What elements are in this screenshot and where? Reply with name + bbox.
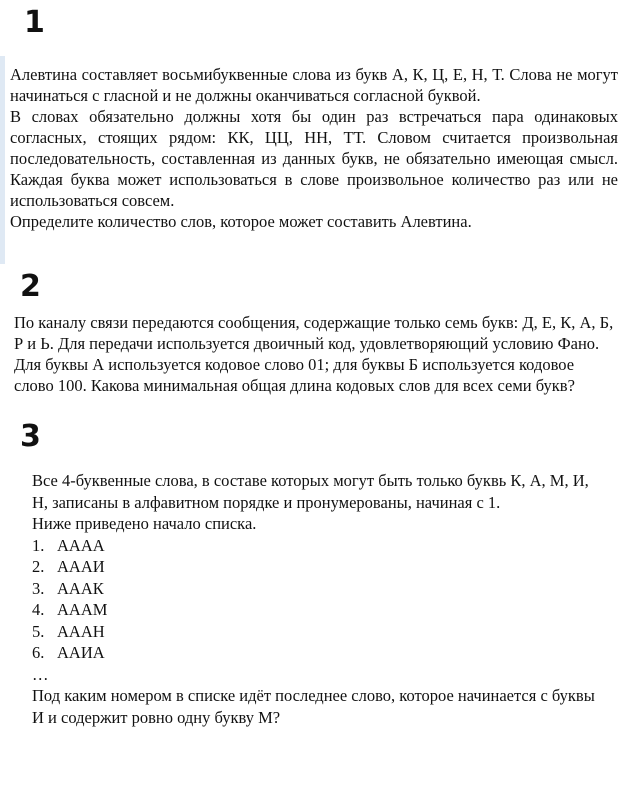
task2-text: [14, 312, 614, 396]
task1-paragraph: Определите количество слов, которое может составить Алевтина.: [10, 212, 472, 231]
list-ellipsis: …: [32, 664, 49, 684]
task2-paragraph: По каналу связи передаются сообщения, содержащие только семь букв: Д, Е, К, А, Б, Р и Ь. Для передачи используется двоичный код, удовлетворяющий условию Фано. Для буквы А используется кодовое слово 01; для буквы Б используется кодовое слово 100. Какова минимальная общая длина кодовых слов для всех семи букв?: [14, 313, 614, 395]
list-item-number: 2.: [32, 557, 45, 576]
list-item: [32, 578, 602, 600]
list-item-number: 4.: [32, 600, 45, 619]
list-item: [32, 642, 602, 664]
list-item-word: АААИ: [57, 557, 105, 576]
task3-question: Под каким номером в списке идёт последнее слово, которое начинается с буквы И и содержит ровно одну букву М?: [32, 686, 595, 727]
task-number-1: 1: [24, 5, 45, 40]
list-item-number: 3.: [32, 578, 45, 598]
task1-paragraph: Алевтина составляет восьмибуквенные слова из букв А, К, Ц, Е, Н, Т. Слова не могут начинаться с гласной и не должны оканчиваться согласной буквой.: [10, 65, 618, 105]
list-item: [32, 556, 602, 578]
word-list: [32, 535, 602, 664]
list-item-word: АААМ: [57, 600, 108, 619]
task1-accent-bar: [0, 56, 5, 264]
task1-text: [10, 64, 618, 232]
list-item-word: ААИА: [57, 643, 105, 662]
list-item: [32, 621, 602, 643]
list-item-number: 6.: [32, 643, 45, 662]
list-item: [32, 599, 602, 621]
list-item-number: 5.: [32, 621, 45, 641]
task-number-3: 3: [20, 419, 41, 454]
list-item-word: АААК: [57, 578, 104, 598]
task3-text: [32, 470, 602, 728]
list-item: [32, 535, 602, 557]
task3-intro: Все 4-буквенные слова, в составе которых могут быть только буквь К, А, М, И, Н, записаны в алфавитном порядке и пронумерованы, начиная с 1.: [32, 471, 589, 512]
task1-paragraph: В словах обязательно должны хотя бы один раз встречаться пара одинаковых согласных, стоящих рядом: КК, ЦЦ, НН, ТТ. Словом считается произвольная последовательность, составленная из данных букв, не обязательно имеющая смысл. Каждая буква может использоваться в слове произвольное количество раз или не использоваться совсем.: [10, 107, 618, 210]
task3-list-intro: Ниже приведено начало списка.: [32, 514, 257, 533]
list-item-word: АААА: [57, 535, 105, 555]
task-number-2: 2: [20, 269, 41, 304]
list-item-number: 1.: [32, 535, 45, 555]
list-item-word: АААН: [57, 621, 105, 641]
